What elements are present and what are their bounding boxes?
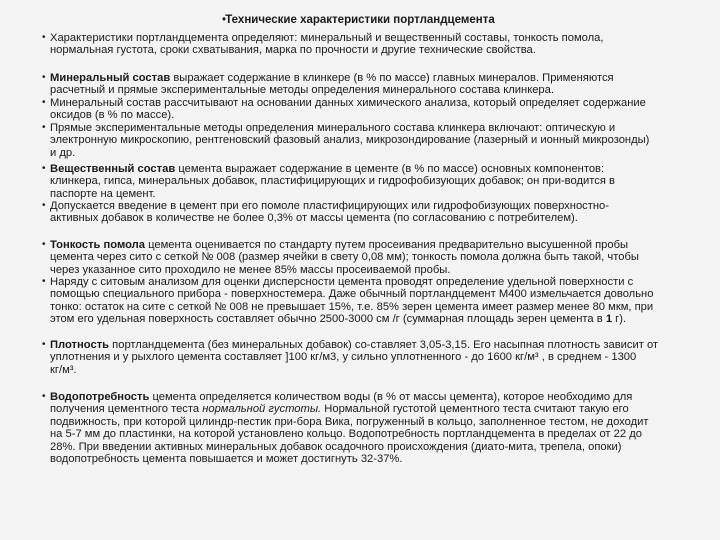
text-line [50,200,710,212]
text-line [50,339,710,351]
bullet-icon: • [42,239,46,250]
bullet-paragraph [42,200,710,225]
document-title [0,14,720,26]
bullet-paragraph [42,163,710,200]
bold-term: Минеральный состав [50,72,171,84]
text-segment: электронную микроскопию, рентгеновский фазовый анализ, микрозондирование (лазерный и ионный микрозонды) [50,134,650,147]
text-segment: цемента оценивается по стандарту путем просеивания предварительно высушенной пробы [145,239,629,251]
text-line [50,403,710,415]
text-line [50,251,710,263]
text-line [50,391,710,403]
text-line [50,313,710,325]
text-segment: Минеральный состав рассчитывают на основании данных химического анализа, который определяет содержание [50,97,646,109]
text-segment: цемента через сито с сеткой № 008 (размер ячейки в свету 0,08 мм); тонкость помола должна быть такой, чтобы [50,251,639,264]
text-segment: нормальная густота, сроки схватывания, марка по прочности и другие технические свойства. [50,44,536,57]
text-segment: цемента определяется количеством воды (в % от массы цемента), которое необходимо для [149,391,633,403]
text-segment: выражает содержание в клинкере (в % по массе) главных минералов. Применяются [170,72,614,84]
text-segment: оксидов (в % по массе). [50,109,175,122]
text-line [50,134,710,146]
bold-term: 1 [605,313,613,326]
text-segment: 28%. При введении активных минеральных добавок осадочного происхождения (диато-мита, трепела, опоки) [50,440,622,453]
text-line [50,188,710,200]
text-segment: кг/м³. [50,363,77,376]
text-line [50,147,710,159]
text-line [50,364,710,376]
text-line [50,351,710,363]
bold-term: Тонкость помола [50,239,145,251]
bullet-paragraph [42,339,710,376]
text-line [50,175,710,187]
text-segment: паспорте на цемент. [50,187,156,200]
bold-term: Водопотребность [50,391,150,403]
bullet-paragraph [42,391,710,465]
text-line [50,97,710,109]
bold-term: Плотность [50,339,110,351]
text-line [50,72,710,84]
text-segment: портландцемента (без минеральных добавок) со-ставляет 3,05-3,15. Его насыпная плотность зависит от [109,339,659,351]
bullet-paragraph [42,72,710,97]
bold-term: Вещественный состав [50,163,176,175]
text-line [50,416,710,428]
text-line [50,428,710,440]
text-line [50,163,710,175]
text-line [50,453,710,465]
bullet-icon: • [42,97,46,108]
text-segment: получения цементного теста [50,403,203,416]
text-segment: подвижность, при которой цилиндр-пестик при-бора Вика, погруженный в кольцо, заполненное тестом, не доходит [50,415,649,428]
text-line [50,264,710,276]
bullet-icon: • [42,276,46,287]
bullet-icon: • [42,163,46,174]
text-segment: активных добавок в количестве не более 0,3% от массы цемента (по согласованию с потребителем). [50,212,578,225]
bullet-icon: • [42,72,46,83]
text-line [50,32,710,44]
bullet-icon: • [42,391,46,402]
bullet-paragraph [42,239,710,276]
text-line [50,212,710,224]
bullet-paragraph [42,122,710,159]
text-segment: уплотнения и у рыхлого цемента составляет ]100 кг/м3, у сильно уплотненного - до 1600 кг/м³ , в среднем - 1300 [50,351,637,364]
text-line [50,288,710,300]
text-line [50,441,710,453]
bullet-icon: • [42,339,46,350]
bullet-icon: • [42,32,46,43]
text-segment: Допускается введение в цемент при его помоле пластифицирующих или гидрофобизующих поверхностно- [50,200,610,212]
text-line [50,239,710,251]
text-segment: этом его удельная поверхность составляет обычно 2500-3000 см /г (суммарная площадь зерен цемента в [50,313,606,326]
bullet-icon: • [42,122,46,133]
text-line [50,44,710,56]
bullet-paragraph [42,32,710,57]
bullet-icon: • [42,200,46,211]
text-segment: через указанное сито проходило не менее 85% массы просеиваемой пробы. [50,263,451,276]
text-line [50,84,710,96]
text-segment: Наряду с ситовым анализом для оценки дисперсности цемента проводят определение удельной поверхности с [50,276,634,288]
text-line [50,301,710,313]
bullet-icon: • [222,14,227,26]
text-segment: Характеристики портландцемента определяют: минеральный и вещественный составы, тонкость помола, [50,32,604,44]
text-segment: цемента выражает содержание в цементе (в % по массе) основных компонентов: [175,163,605,175]
text-line [50,122,710,134]
text-segment: на 5-7 мм до пластинки, на которой установлено кольцо. Водопотребность портландцемента в пределах от 22 до [50,428,642,441]
text-segment: Нормальной густотой цементного теста считают такую его [321,403,629,416]
text-segment: клинкера, гипса, минеральных добавок, пластифицирующих и гидрофобизующих добавок; он при-водится в [50,175,615,188]
text-segment: расчетный и прямые экспериментальные методы определения минерального состава клинкера. [50,84,554,97]
text-segment: тонко: остаток на сите с сеткой № 008 не превышает 15%, т.е. 85% зерен цемента имеет размер менее 80 мкм, при [50,300,654,313]
text-segment: помощью специального прибора - поверхностемера. Даже обычный портландцемент М400 измельчается довольно [50,288,654,301]
text-segment: г). [612,313,627,326]
title-text: Технические характеристики портландцемента [225,14,495,26]
text-line [50,109,710,121]
bullet-paragraph [42,276,710,326]
text-segment: Прямые экспериментальные методы определения минерального состава клинкера включают: оптическую и [50,122,616,134]
italic-term: нормальной густоты. [202,403,322,416]
text-segment: и др. [50,146,76,159]
text-segment: водопотребность цемента повышается и может достигнуть 32-37%. [50,452,403,465]
bullet-paragraph [42,97,710,122]
text-line [50,276,710,288]
